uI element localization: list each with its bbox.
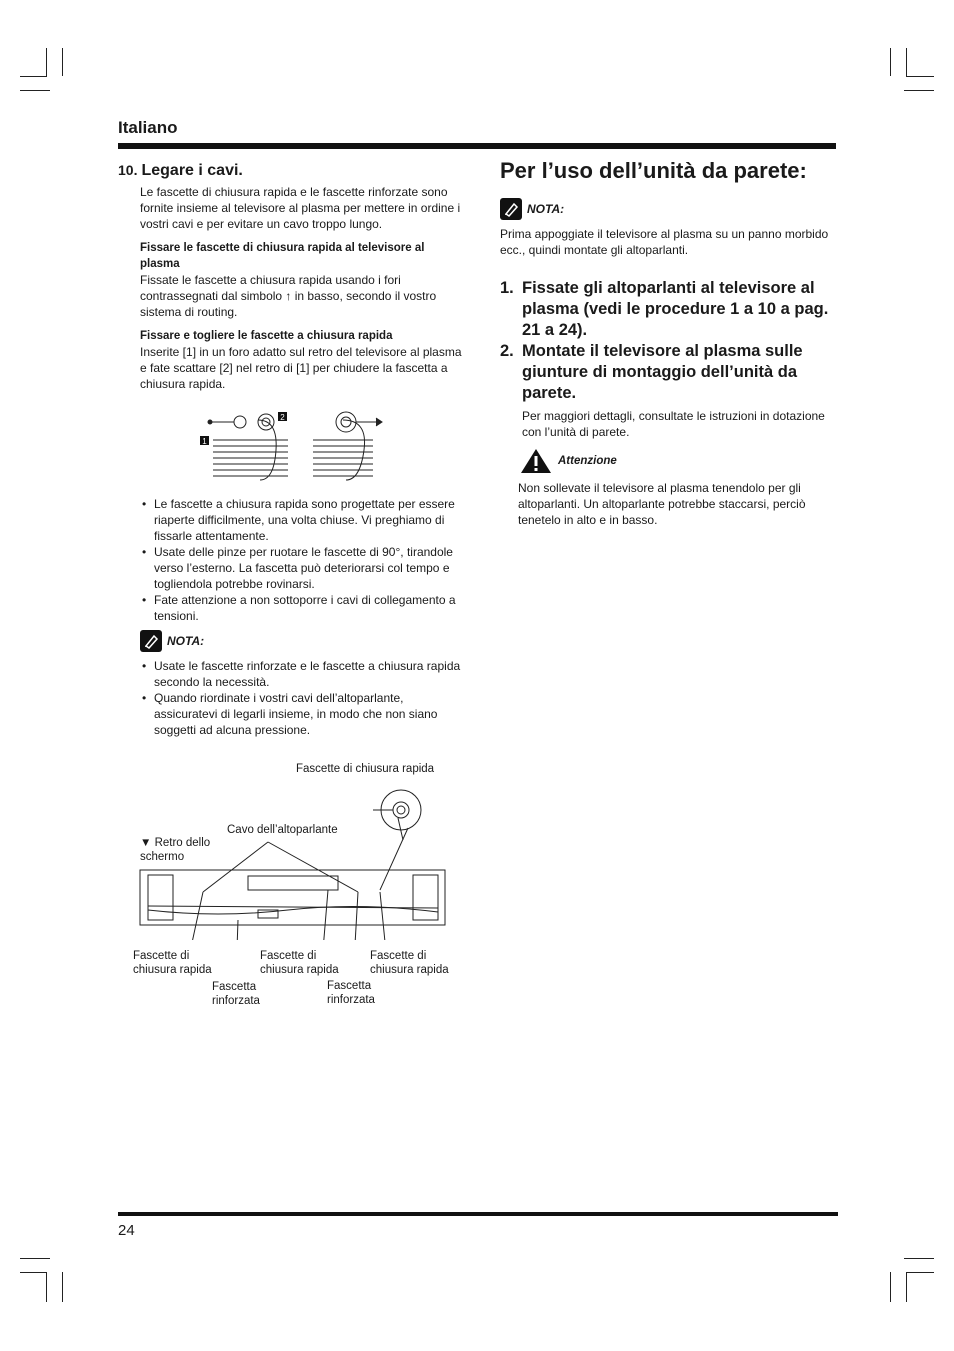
label-fastener-left: Fascette di chiusura rapida (133, 950, 212, 976)
left-column (118, 162, 463, 744)
step2-note: Per maggiori dettagli, consultate le istruzioni in dotazione con l’unità di parete. (522, 409, 825, 439)
step-text: Fissate gli altoparlanti al televisore al plasma (vedi le procedure 1 a 10 a pag. 21 a 24). (522, 279, 829, 339)
crop-mark (906, 76, 934, 77)
crop-mark (904, 90, 934, 91)
list-item: • Le fascette a chiusura rapida sono progettate per essere riaperte difficilmente, una volta chiuse. Vi preghiamo di fissarle attentamente. (140, 496, 463, 544)
nota-label: NOTA: (527, 202, 565, 216)
warning-text: Non sollevate il televisore al plasma tenendolo per gli altoparlanti. Un altoparlante potrebbe staccarsi, perciò tenetelo in alto e in basso. (518, 481, 806, 527)
crop-mark (20, 1258, 50, 1259)
crop-mark (20, 76, 47, 77)
step-number: 2. (500, 342, 514, 360)
step-item (500, 341, 840, 404)
nota-text: Prima appoggiate il televisore al plasma su un panno morbido ecc., quindi montate gli altoparlanti. (500, 227, 829, 257)
crop-mark (46, 1272, 47, 1302)
step-number: 1. (500, 279, 514, 297)
fig-label-1: 1 (202, 437, 207, 446)
section-heading (118, 162, 463, 180)
page-number: 24 (118, 1222, 135, 1239)
list-item: • Usate le fascette rinforzate e le fascette a chiusura rapida secondo la necessità. (140, 658, 463, 690)
label-reinforced-right: Fascetta rinforzata (327, 980, 375, 1006)
subheading-togliere-body: Inserite [1] in un foro adatto sul retro del televisore al plasma e fate scattare [2] nel retro di [1] per chiudere la fascetta a chiusura rapida. (140, 345, 462, 391)
subheading-fissare-body: Fissate le fascette a chiusura rapida usando i fori contrassegnati dal simbolo ↑ in basso, secondo il vostro sistema di routing. (140, 273, 437, 319)
nota-heading (140, 630, 463, 652)
fig-label-2: 2 (280, 413, 285, 422)
label-speaker-cable: Cavo dell’altoparlante (227, 824, 338, 836)
step-list (500, 278, 840, 404)
list-item: • Fate attenzione a non sottoporre i cavi di collegamento a tensioni. (140, 592, 463, 624)
section-title: Legare i cavi. (141, 162, 243, 179)
section-number: 10. (118, 162, 138, 178)
right-column (500, 158, 840, 536)
crop-mark (890, 1272, 891, 1302)
step-item (500, 278, 840, 341)
nota-label: NOTA: (167, 634, 205, 648)
crop-mark (20, 1272, 47, 1273)
warning-icon (520, 448, 552, 474)
subheading-togliere: Fissare e togliere le fascette a chiusura rapida (140, 330, 393, 342)
pencil-icon (500, 198, 522, 220)
label-fastener-center: Fascette di chiusura rapida (260, 950, 339, 976)
crop-mark (906, 1272, 907, 1302)
footer-rule (118, 1212, 838, 1216)
page-title: Per l’uso dell’unità da parete: (500, 158, 807, 183)
bullet-list (140, 496, 463, 624)
crop-mark (62, 48, 63, 76)
language-heading: Italiano (118, 118, 178, 137)
label-rear-screen: ▼ Retro dello schermo (140, 837, 211, 863)
label-top-fastener: Fascette di chiusura rapida (296, 763, 435, 775)
crop-mark (904, 1258, 934, 1259)
step-text: Montate il televisore al plasma sulle giunture di montaggio dell’unità da parete. (522, 342, 803, 402)
nota-bullet-list (140, 658, 463, 738)
fastener-illustration (118, 400, 463, 490)
crop-mark (906, 1272, 934, 1273)
crop-mark (62, 1272, 63, 1302)
crop-mark (20, 90, 50, 91)
label-fastener-right: Fascette di chiusura rapida (370, 950, 449, 976)
label-reinforced-left: Fascetta rinforzata (212, 981, 260, 1007)
intro-text: Le fascette di chiusura rapida e le fascette rinforzate sono fornite insieme al televisore al plasma per mettere in ordine i vostri cavi e per evitare un cavo troppo lungo. (140, 185, 461, 231)
warning-heading (520, 448, 840, 474)
subheading-fissare: Fissare le fascette di chiusura rapida al televisore al plasma (140, 242, 425, 270)
crop-mark (46, 48, 47, 76)
crop-mark (906, 48, 907, 76)
list-item: • Quando riordinate i vostri cavi dell’altoparlante, assicuratevi di legarli insieme, in modo che non siano soggetti ad alcuna pressione. (140, 690, 463, 738)
list-item: • Usate delle pinze per ruotare le fascette di 90°, tirandole verso l’esterno. La fascetta può deteriorarsi col tempo e togliendola potrebbe rovinarsi. (140, 544, 463, 592)
header-rule (118, 143, 836, 149)
crop-mark (890, 48, 891, 76)
pencil-icon (140, 630, 162, 652)
warning-label: Attenzione (558, 455, 617, 467)
nota-heading (500, 198, 840, 220)
